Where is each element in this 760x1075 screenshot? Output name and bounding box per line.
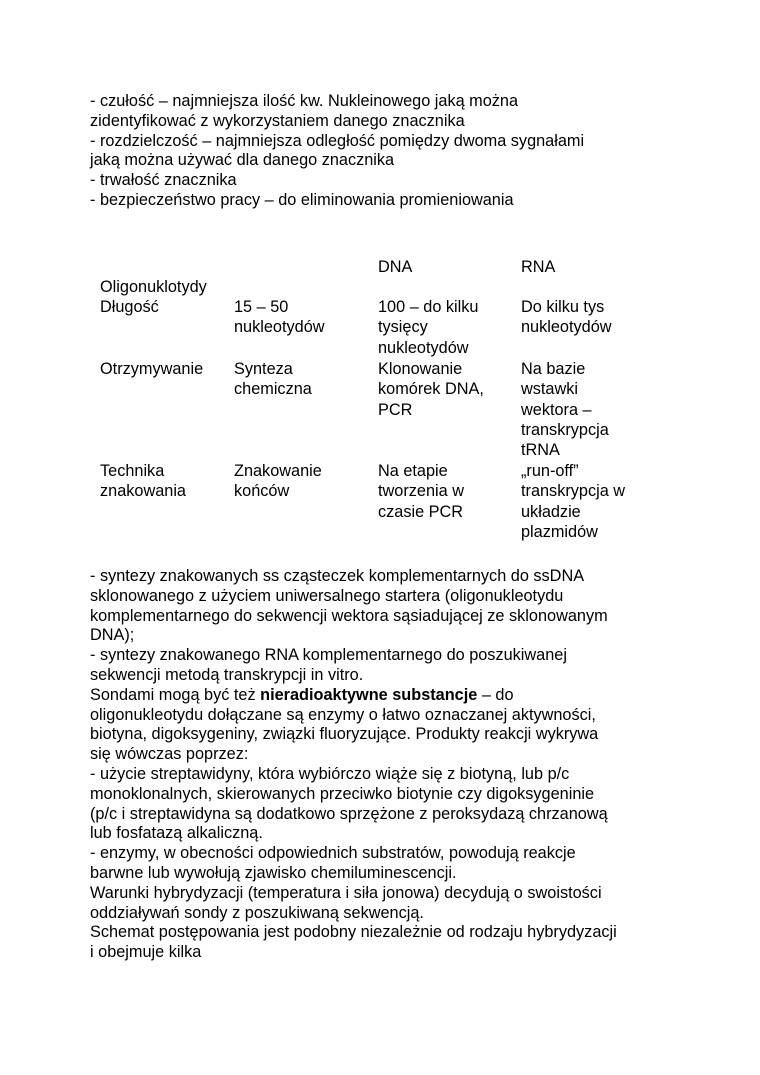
body-line: sekwencji metodą transkrypcji in vitro.	[90, 665, 364, 684]
body-line: się wówczas poprzez:	[90, 745, 249, 764]
body-line: komplementarnego do sekwencji wektora sąsiadującej ze sklonowanym	[90, 606, 608, 625]
body-text	[90, 567, 690, 963]
cell-labeling-rna: „run-off” transkrypcja w układzie plazmidów	[521, 462, 626, 541]
body-line: sklonowanego z użyciem uniwersalnego startera (oligonukleotydu	[90, 586, 564, 605]
body-line: (p/c i streptawidyna są dodatkowo sprzężone z peroksydazą chrzanową	[90, 804, 608, 823]
body-line: monoklonalnych, skierowanych przeciwko biotynie czy digoksygeninie	[90, 784, 595, 803]
cell-length-rna: Do kilku tys nukleotydów	[521, 298, 612, 337]
body-line: oddziaływań sondy z poszukiwaną sekwencją.	[90, 903, 424, 922]
body-line: i obejmuje kilka	[90, 943, 202, 962]
cell-labeling-dna: Na etapie tworzenia w czasie PCR	[378, 462, 464, 521]
body-line: Warunki hybrydyzacji (temperatura i siła jonowa) decydują o swoistości	[90, 883, 602, 902]
cell-preparation-dna: Klonowanie komórek DNA, PCR	[378, 360, 484, 419]
body-line: DNA);	[90, 626, 135, 645]
cell-labeling-oligo: Znakowanie końców	[234, 462, 322, 501]
sondy-line	[90, 686, 690, 706]
body-line: - syntezy znakowanego RNA komplementarnego do poszukiwanej	[90, 646, 567, 665]
body-line: - enzymy, w obecności odpowiednich substratów, powodują reakcje	[90, 844, 576, 863]
intro-line: - rozdzielczość – najmniejsza odległość pomiędzy dwoma sygnałami	[90, 131, 585, 150]
row-label-preparation: Otrzymywanie	[100, 360, 204, 378]
row-label-length: Długość	[100, 298, 159, 316]
body-line: lub fosfatazą alkaliczną.	[90, 824, 263, 843]
intro-line: zidentyfikować z wykorzystaniem danego znacznika	[90, 111, 465, 130]
body-line: oligonukleotydu dołączane są enzymy o łatwo oznaczanej aktywności,	[90, 705, 596, 724]
table-header-dna: DNA	[378, 258, 413, 276]
body-line: biotyna, digoksygeniny, związki fluoryzujące. Produkty reakcji wykrywa	[90, 725, 599, 744]
body-line: barwne lub wywołują zjawisko chemiluminescencji.	[90, 863, 457, 882]
table-header-oligo: Oligonuklotydy	[100, 278, 207, 296]
cell-length-oligo: 15 – 50 nukleotydów	[234, 298, 325, 337]
body-line: - syntezy znakowanych ss cząsteczek komplementarnych do ssDNA	[90, 567, 585, 585]
table-header-rna: RNA	[521, 258, 556, 276]
intro-line: - czułość – najmniejsza ilość kw. Nukleinowego jaką można	[90, 92, 519, 110]
body-line: Schemat postępowania jest podobny niezależnie od rodzaju hybrydyzacji	[90, 923, 617, 942]
cell-length-dna: 100 – do kilku tysięcy nukleotydów	[378, 298, 479, 357]
body-line: - użycie streptawidyny, która wybiórczo wiąże się z biotyną, lub p/c	[90, 764, 570, 783]
sondy-prefix: Sondami mogą być też	[90, 685, 261, 704]
cell-preparation-oligo: Synteza chemiczna	[234, 360, 312, 399]
sondy-bold-term: nieradioaktywne substancje	[260, 685, 478, 704]
intro-line: jaką można używać dla danego znacznika	[90, 151, 395, 170]
intro-line: - bezpieczeństwo pracy – do eliminowania promieniowania	[90, 190, 514, 209]
sondy-suffix: – do	[477, 685, 514, 704]
intro-line: - trwałość znacznika	[90, 171, 237, 190]
row-label-labeling-technique: Technika znakowania	[100, 462, 186, 501]
cell-preparation-rna: Na bazie wstawki wektora – transkrypcja tRNA	[521, 360, 609, 460]
